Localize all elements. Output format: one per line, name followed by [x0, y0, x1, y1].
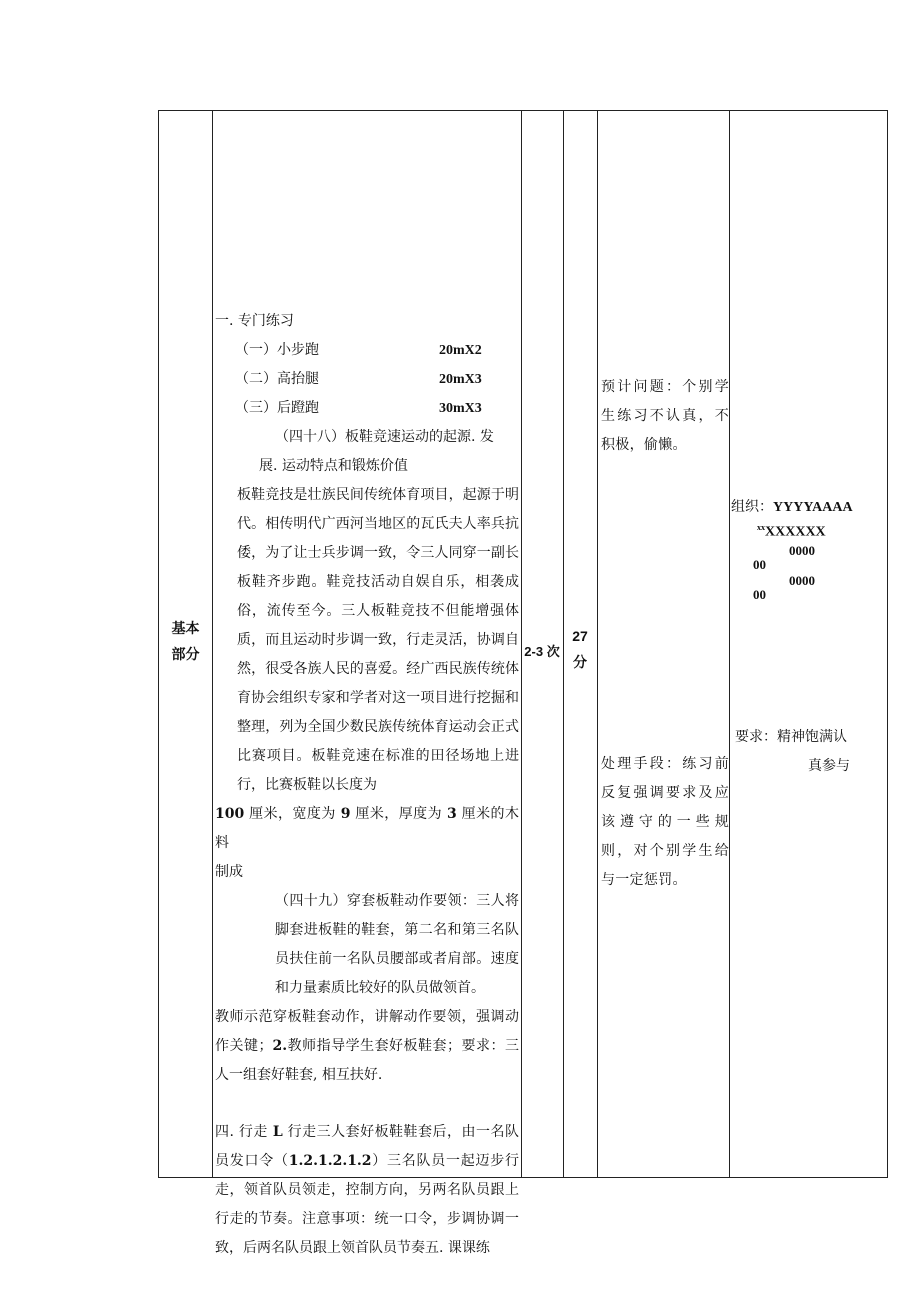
- expected-problems: 预计问题：个别学生练习不认真，不积极，偷懒。: [601, 379, 729, 453]
- history-paragraph: 板鞋竞技是壮族民间传统体育项目，起源于明代。相传明代广西河当地区的瓦氏夫人率兵抗倭，为了让士兵步调一致，令三人同穿一副长板鞋齐步跑。鞋竞技活动自娱自乐，相袭成俗，流传至今。三人板鞋竞技不但能增强体质，而且运动时步调一致，行走灵活，协调自然，很受各族人民的喜爱。经广西民族传统体育协会组织专家和学者对这一项目进行挖掘和整理，列为全国少数民族传统体育运动会正式比赛项目。板鞋竞速在标准的田径场地上进行，比赛板鞋以长度为: [237, 487, 519, 793]
- drill-name: （二）高抬腿: [235, 371, 319, 387]
- org-formation-row1: [731, 497, 887, 518]
- walk-text: 四. 行走: [215, 1124, 273, 1140]
- org-label: 组织：: [731, 499, 773, 515]
- org-points: 0000: [789, 542, 815, 558]
- demo-text: 教师示范穿板鞋套动作，讲解动作要领，强调动作关键；: [215, 1009, 519, 1054]
- drill-name: （一）小步跑: [235, 342, 319, 358]
- drill-row: [215, 365, 519, 394]
- drill-dose: 20mX3: [439, 372, 482, 387]
- topic-48-title-cont: 展. 运动特点和锻炼价值: [259, 458, 408, 474]
- org-row2: XXXXXX: [765, 524, 826, 540]
- requirement-line2: 真参与: [808, 758, 850, 774]
- duration: [563, 623, 597, 675]
- org-formation-row2: [731, 518, 887, 543]
- topic-49-paragraph: （四十九）穿套板鞋动作要领：三人将脚套进板鞋的鞋套，第二名和第三名队员扶住前一名队员腰部或者肩部。速度和力量素质比较好的队员做领首。: [275, 893, 519, 996]
- duration-value: 27: [572, 628, 588, 644]
- spec-text: 厘米的木料: [215, 806, 519, 851]
- lesson-plan-table: [158, 110, 888, 1256]
- spacer: [601, 460, 729, 750]
- walk-text: 行走三人套好板鞋鞋套后，由一名队员发口令（: [215, 1124, 520, 1169]
- content-column: [215, 307, 519, 1263]
- section-label-line1: 基本: [171, 621, 200, 637]
- duration-unit: 分: [573, 654, 587, 670]
- spacer: [215, 1090, 519, 1118]
- spec-text: 厘米，宽度为: [244, 806, 341, 822]
- organization-column: [731, 497, 887, 603]
- drill-row: [215, 336, 519, 365]
- spec-width: 9: [340, 806, 351, 822]
- method-column: [601, 373, 729, 895]
- org-points-row: [731, 573, 887, 603]
- special-practice-heading: 一. 专门练习: [215, 313, 294, 329]
- requirement: [735, 723, 885, 781]
- spec-thickness: 3: [446, 806, 457, 822]
- spec-text: 厘米，厚度为: [350, 806, 447, 822]
- org-row2-prefix: xx: [757, 523, 765, 532]
- spec-length: 100: [215, 806, 245, 822]
- org-points: 00: [753, 586, 766, 602]
- demo-text: 教师指导学生套好板鞋套；要求：三人一组套好鞋套, 相互扶好.: [215, 1038, 520, 1083]
- spec-line: [215, 800, 519, 858]
- walk-text: ）三名队员一起迈步行走，领首队员领走，控制方向，另两名队员跟上行走的节奏。注意事项：统一口令，步调协调一致，后两名队员跟上领首队员节奏五. 课课练: [215, 1153, 520, 1256]
- org-row1: YYYYAAAA: [773, 500, 853, 515]
- drill-dose: 20mX2: [439, 343, 482, 358]
- demo-paragraph: [215, 1003, 519, 1090]
- walk-count: 1.2.1.2.1.2: [288, 1153, 372, 1169]
- demo-step: 2.: [272, 1038, 288, 1054]
- topic-48-title: （四十八）板鞋竞速运动的起源. 发: [275, 429, 494, 445]
- handling-measures: 处理手段：练习前反复强调要求及应该遵守的一些规则，对个别学生给与一定惩罚。: [601, 756, 729, 888]
- drill-row: [215, 394, 519, 423]
- column-divider: [597, 111, 598, 1177]
- drill-dose: 30mX3: [439, 401, 482, 416]
- org-points: 0000: [789, 572, 815, 588]
- section-label-line2: 部分: [171, 647, 200, 663]
- org-points-row: [731, 543, 887, 573]
- column-divider: [729, 111, 730, 1177]
- walk-paragraph: [215, 1118, 519, 1263]
- section-label: [159, 616, 212, 668]
- spec-end: 制成: [215, 864, 243, 880]
- org-points: 00: [753, 556, 766, 572]
- drill-name: （三）后蹬跑: [235, 400, 319, 416]
- column-divider: [212, 111, 213, 1177]
- walk-label: L: [272, 1124, 283, 1140]
- repetitions: 2-3 次: [524, 644, 560, 659]
- requirement-line1: 要求：精神饱满认: [735, 729, 847, 745]
